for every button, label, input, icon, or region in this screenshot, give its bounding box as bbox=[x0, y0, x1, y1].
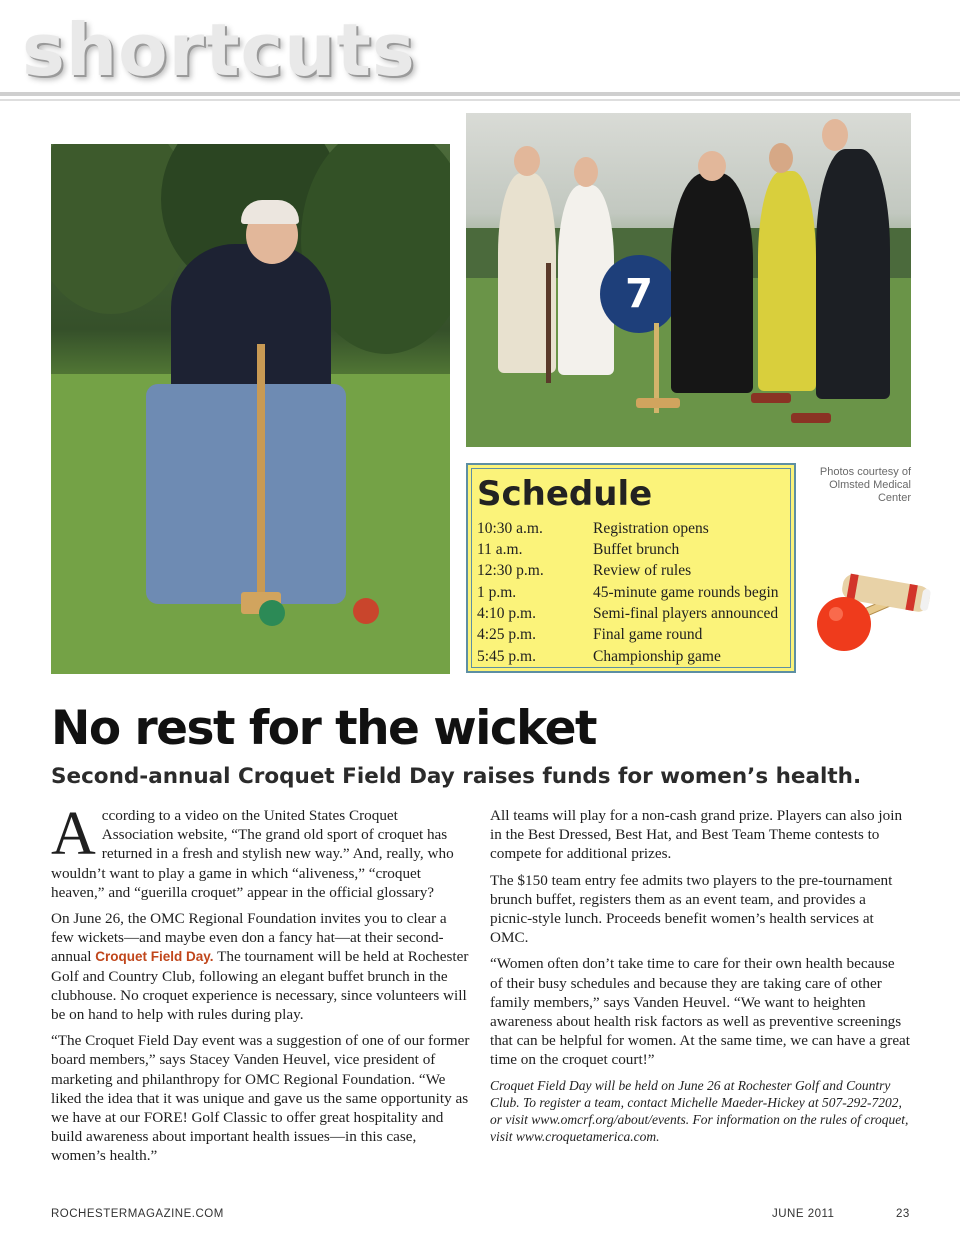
schedule-time: 11 a.m. bbox=[477, 541, 523, 558]
header-rule-thin bbox=[0, 99, 960, 101]
schedule-event: Championship game bbox=[593, 648, 721, 665]
player-jacket bbox=[171, 244, 331, 404]
schedule-row bbox=[477, 560, 787, 581]
schedule-time: 10:30 a.m. bbox=[477, 520, 543, 537]
paragraph: The $150 team entry fee admits two players to the pre-tournament brunch buffet, registers them as an event team, and provides a picnic-style lunch. Proceeds benefit women’s health services at OMC. bbox=[490, 871, 893, 947]
person-5-head bbox=[822, 119, 848, 151]
person-4 bbox=[758, 171, 816, 391]
schedule-event: Review of rules bbox=[593, 562, 692, 579]
paragraph bbox=[51, 800, 471, 902]
person-1-head bbox=[514, 146, 540, 176]
schedule-row bbox=[477, 582, 787, 603]
green-ball bbox=[259, 600, 285, 626]
person-3 bbox=[671, 173, 753, 393]
schedule-time: 1 p.m. bbox=[477, 584, 517, 601]
header-rule bbox=[0, 92, 960, 96]
paragraph: “Women often don’t take time to care for their own health because of their busy schedules and because they are taking care of other family members,” says Vanden Heuvel. “We want to heighten awareness about health risk factors as well as preventive screenings that can be helpful for women. At the same time, we can have a great time on the croquet court!” bbox=[490, 955, 911, 1069]
schedule-box bbox=[466, 463, 796, 673]
mallet-shaft bbox=[546, 263, 551, 383]
article-headline: No rest for the wicket bbox=[51, 701, 597, 756]
mallet-shaft bbox=[257, 344, 265, 594]
ball-highlight bbox=[829, 607, 843, 621]
mallet-head bbox=[636, 398, 680, 408]
schedule-row bbox=[477, 624, 787, 645]
article-column-right bbox=[490, 806, 911, 1152]
schedule-time: 4:10 p.m. bbox=[477, 605, 536, 622]
person-5 bbox=[816, 149, 890, 399]
schedule-time: 4:25 p.m. bbox=[477, 626, 536, 643]
photo-credit: Photos courtesy of Olmsted Medical Center bbox=[819, 466, 911, 504]
article-column-left bbox=[51, 800, 471, 1173]
schedule-row bbox=[477, 539, 787, 560]
paragraph: All teams will play for a non-cash grand prize. Players can also join in the Best Dressed, Best Hat, and Best Team Theme contests to compete for additional prizes. bbox=[490, 807, 903, 863]
red-croquet-ball bbox=[817, 597, 871, 651]
schedule-row bbox=[477, 603, 787, 624]
person-3-head bbox=[698, 151, 726, 181]
schedule-event: 45-minute game rounds begin bbox=[593, 584, 779, 601]
player-cap bbox=[241, 200, 299, 224]
paragraph-text: The tournament will be held at Rochester Golf and Country Club, following an elegant buffet brunch in the clubhouse. No croquet experience is necessary, since volunteers will be on hand to help with rules during play. bbox=[51, 948, 469, 1024]
photo-croquet-player bbox=[51, 144, 450, 674]
schedule-event: Buffet brunch bbox=[593, 541, 680, 558]
schedule-event: Registration opens bbox=[593, 520, 709, 537]
schedule-event: Final game round bbox=[593, 626, 703, 643]
schedule-row bbox=[477, 646, 787, 667]
mallet-head bbox=[791, 413, 831, 423]
event-name-highlight: Croquet Field Day. bbox=[95, 949, 214, 965]
mallet-head bbox=[751, 393, 791, 403]
player-jeans bbox=[146, 384, 346, 604]
event-info-note: Croquet Field Day will be held on June 26 at Rochester Golf and Country Club. To register a team, contact Michelle Maeder-Hickey at 507-292-7202, or visit www.omcrf.org/about/events. For information on the rules of croquet, visit www.croquetamerica.com. bbox=[490, 1077, 909, 1144]
croquet-mallet-illustration bbox=[812, 560, 937, 660]
section-title: shortcuts bbox=[22, 8, 416, 92]
red-ball bbox=[353, 598, 379, 624]
footer-site: ROCHESTERMAGAZINE.COM bbox=[51, 1208, 224, 1220]
paragraph-text: ccording to a video on the United States Croquet Association website, “The grand old sport of croquet has returned in a fresh and stylish new way.” And, really, who wouldn’t want to play a game in which “aliveness,” “croquet heaven,” and “guerilla croquet” appear in the official glossary? bbox=[51, 807, 454, 901]
schedule-event: Semi-final players announced bbox=[593, 605, 779, 622]
person-4-head bbox=[769, 143, 793, 173]
photo-group bbox=[466, 113, 911, 447]
schedule-time: 5:45 p.m. bbox=[477, 648, 536, 665]
page-number: 23 bbox=[896, 1208, 910, 1220]
team-sign: 7 bbox=[600, 255, 678, 333]
schedule-row bbox=[477, 518, 787, 539]
article-subhead: Second-annual Croquet Field Day raises funds for women’s health. bbox=[51, 764, 862, 789]
person-2-head bbox=[574, 157, 598, 187]
drop-cap: A bbox=[51, 800, 96, 868]
paragraph: “The Croquet Field Day event was a suggestion of one of our former board members,” says Stacey Vanden Heuvel, vice president of marketing and philanthropy for OMC Regional Foundation. “We liked the idea that it was unique and gave us the same opportunity as we have at our FORE! Golf Classic to offer great hospitality and build awareness about important health issues—in this case, women’s health.” bbox=[51, 1032, 470, 1165]
paragraph-text: On June 26, the OMC Regional Foundation invites you to clear a few wickets—and maybe even don a fancy hat—at their second-annual bbox=[51, 910, 447, 966]
paragraph bbox=[51, 909, 471, 1024]
footer-issue: JUNE 2011 bbox=[772, 1208, 835, 1220]
schedule-time: 12:30 p.m. bbox=[477, 562, 544, 579]
schedule-title: Schedule bbox=[477, 474, 653, 514]
